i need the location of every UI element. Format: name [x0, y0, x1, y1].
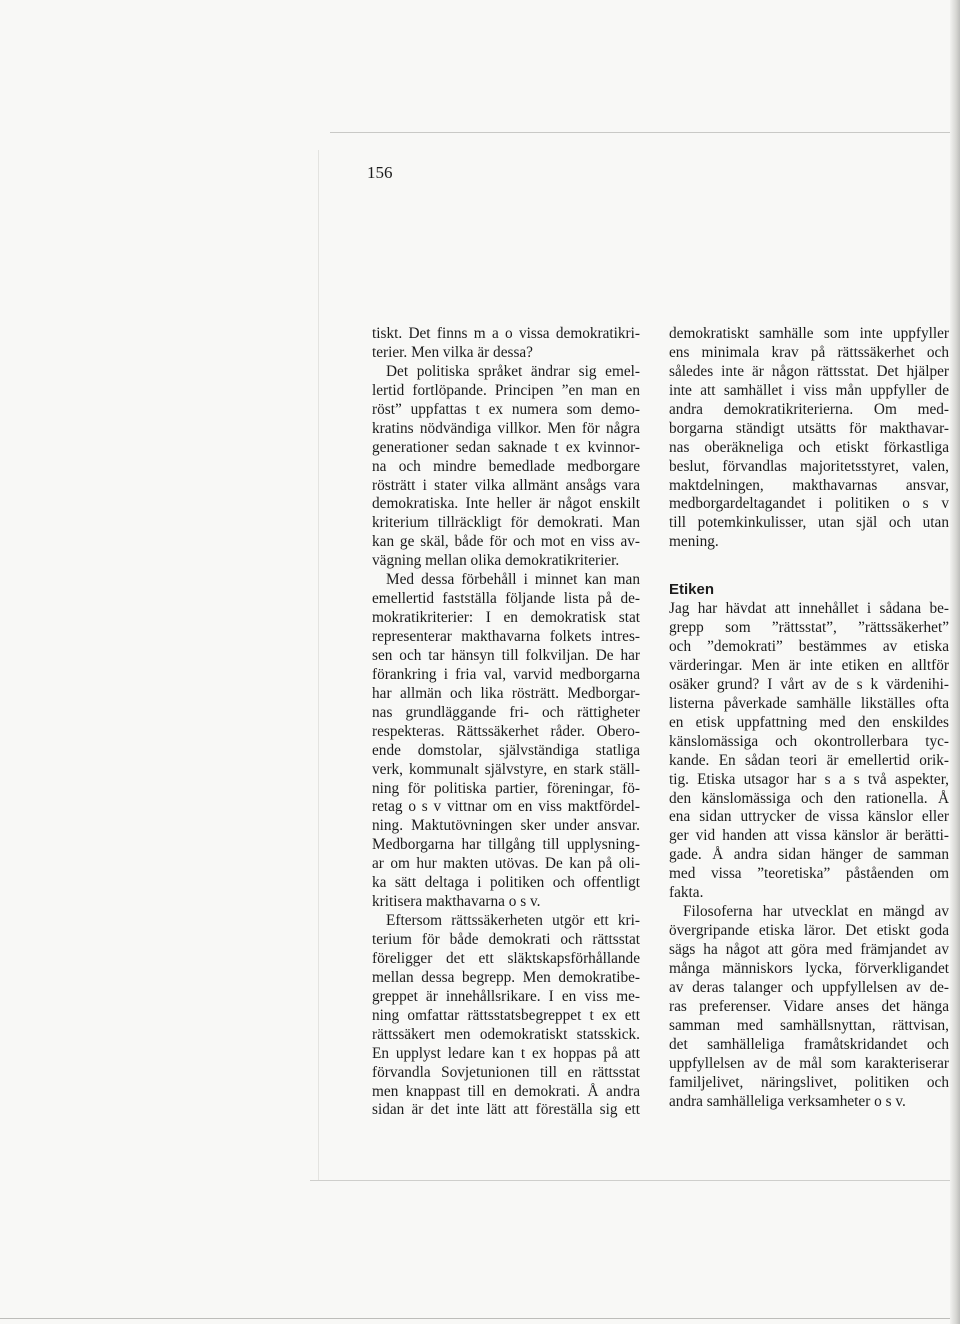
text-line: till potemkinkulisser, utan själ och utan — [669, 514, 949, 532]
text-line: ger vid handen att vissa känslor är berätti- — [669, 827, 949, 845]
text-line: således inte är någon rättsstat. Det hjälper — [669, 362, 949, 380]
text-line: den känslomässiga och den rationella. Å — [669, 789, 949, 807]
text-line: känslomässiga och okontrollerbara tyc- — [669, 732, 949, 750]
text-line: kande. En sådan teori är emellertid orik- — [669, 751, 949, 769]
text-line: osäker grund? I vårt av de s k värdenihi- — [669, 675, 949, 693]
text-line: ka sätt deltaga i politiken och offentligt — [372, 874, 640, 892]
text-line: inte att samhället i viss mån uppfyller de — [669, 381, 949, 399]
text-line: Eftersom rättssäkerheten utgör ett kri- — [386, 912, 640, 930]
text-line: gade. Å andra sidan hänger de samman — [669, 846, 949, 864]
text-line: ens minimala krav på rättssäkerhet och — [669, 343, 949, 361]
text-line: greppet är innehållsrikare. I en viss me- — [372, 987, 640, 1005]
text-line: nas oberäkneliga och etiskt förkastliga — [669, 438, 949, 456]
text-line: beslut, förvandlas majoritetsstyret, valen, — [669, 457, 949, 475]
text-line: terium för både demokrati och rättsstat — [372, 931, 640, 948]
text-line: ras preferenser. Vidare anses det hänga — [669, 997, 949, 1015]
text-line: kan ge skäl, både för och mot en viss av- — [372, 533, 640, 551]
text-line: listerna påverkade samhälle likställes ofta — [669, 694, 949, 712]
text-line: värderingar. Men är inte etiken en alltför — [669, 656, 949, 674]
text-line: uppfyllelsen av de mål som karakteriserar — [669, 1054, 949, 1072]
text-line: demokratiskt samhälle som inte uppfyller — [669, 325, 949, 342]
text-line: och ”demokrati” bestämmes av etiska — [669, 638, 949, 655]
text-line: Filosoferna har utvecklat en mängd av — [683, 903, 949, 921]
text-line: sägs ha något att göra med främjandet av — [669, 941, 949, 958]
text-line: verk, kommunalt självstyre, en stark ställ- — [372, 760, 640, 778]
text-line: rättssäkert men odemokratiskt statsskick. — [372, 1025, 640, 1043]
text-line: Det politiska språket ändrar sig emel- — [386, 362, 640, 380]
text-line: ena sidan uttrycker de vissa känslor eller — [669, 808, 949, 826]
page-edge-top — [330, 132, 960, 133]
text-line: ning. Maktutövningen sker under ansvar. — [372, 817, 640, 835]
text-line: Medborgarna har tillgång till upplysning- — [372, 836, 640, 854]
text-line: demokratiska. Inte heller är något enskilt — [372, 495, 640, 513]
text-line: borgarna ständigt utsätts för makthavar- — [669, 419, 949, 437]
text-line: ning för politiska partier, föreningar, fö- — [372, 779, 640, 797]
text-line: rösträtt i stater vilka allmänt ansågs vara — [372, 476, 640, 494]
text-line: andra demokratikriterierna. Om med- — [669, 400, 949, 418]
text-line: medborgardeltagandet i politiken o s v — [669, 495, 949, 513]
text-line: har allmän och lika rösträtt. Medborgar- — [372, 684, 640, 702]
scan-edge-right — [950, 0, 960, 1324]
text-line: na och mindre bemedlade medborgare — [372, 457, 640, 475]
page-number: 156 — [367, 163, 393, 182]
text-line: tiskt. Det finns m a o vissa demokratikri- — [372, 325, 640, 342]
text-line: förvandla Sovjetunionen till en rättsstat — [372, 1063, 640, 1081]
text-line: Jag har hävdat att innehållet i sådana be- — [669, 600, 949, 618]
text-line: många människors lycka, förverkligandet — [669, 959, 949, 977]
text-line: mellan dessa begrepp. Men demokratibe- — [372, 968, 640, 986]
text-line: föreligger det ett släktskapsförhållande — [372, 949, 640, 967]
text-line: generationer sedan saknade t ex kvinnor- — [372, 438, 640, 456]
text-line: en etisk uppfattning med den enskildes — [669, 713, 949, 731]
text-line: ning omfattar rättsstatsbegreppet t ex ett — [372, 1006, 640, 1024]
text-line: retag o s v vittnar om en viss maktfördel- — [372, 798, 640, 816]
scan-edge-bottom — [0, 1318, 960, 1319]
text-line: representerar makthavarna folkets intres- — [372, 628, 640, 645]
right-text-column — [669, 325, 949, 1111]
right-column-bottom-text — [669, 600, 949, 1111]
right-column-top-text — [669, 325, 949, 552]
text-line: mening. — [669, 533, 719, 551]
text-line: det samhälleliga framåtskridandet och — [669, 1035, 949, 1053]
text-line: respekteras. Rättssäkerhet råder. Obero- — [372, 722, 640, 740]
text-line: emellertid fastställa följande lista på de- — [372, 590, 640, 608]
spacer — [669, 552, 949, 571]
text-line: men knappast till en demokrati. Å andra — [372, 1082, 640, 1100]
text-line: kratins nödvändiga villkor. Men för några — [372, 419, 640, 437]
text-line: terier. Men vilka är dessa? — [372, 343, 533, 361]
text-line: andra samhälleliga verksamheter o s v. — [669, 1092, 906, 1110]
text-line: ende domstolar, självständiga statliga — [372, 741, 640, 759]
text-line: familjelivet, näringslivet, politiken och — [669, 1073, 949, 1091]
text-line: sidan är det inte lätt att föreställa sig ett — [372, 1101, 640, 1119]
text-line: av deras talanger och uppfyllelsen av de- — [669, 978, 949, 996]
text-line: vägning mellan olika demokratikriterier. — [372, 552, 620, 570]
text-line: maktdelningen, makthavarnas ansvar, — [669, 476, 949, 494]
text-line: förankring i fria val, varvid medborgarna — [372, 665, 640, 683]
text-line: samman med samhällsnyttan, rättvisan, — [669, 1016, 949, 1034]
text-line: Med dessa förbehåll i minnet kan man — [386, 571, 640, 589]
text-line: tig. Etiska utsagor har s a s två aspekter, — [669, 770, 949, 788]
text-line: ar om hur makten utövas. De kan på oli- — [372, 855, 640, 873]
text-line: kritisera makthavarna o s v. — [372, 893, 541, 911]
text-line: nas grundläggande fri- och rättigheter — [372, 703, 640, 721]
section-heading: Etiken — [669, 581, 715, 599]
text-line: sen och tar hänsyn till folkviljan. De har — [372, 646, 640, 664]
spacer — [669, 571, 949, 581]
text-line: grepp som ”rättsstat”, ”rättssäkerhet” — [669, 619, 949, 637]
page-edge-left — [318, 150, 319, 1180]
left-text-column — [372, 325, 640, 1120]
text-line: kriterium tillräckligt för demokrati. Man — [372, 514, 640, 532]
page-edge-bottom — [310, 1180, 950, 1181]
text-line: mokratikriterier: I en demokratisk stat — [372, 609, 640, 627]
text-line: röst” uppfattas t ex numera som demo- — [372, 400, 640, 418]
text-line: En upplyst ledare kan t ex hoppas på att — [372, 1044, 640, 1062]
text-line: med vissa ”teoretiska” påståenden om — [669, 865, 949, 883]
text-line: övergripande etiska läror. Det etiskt goda — [669, 922, 949, 940]
text-line: lertid fortlöpande. Principen ”en man en — [372, 381, 640, 399]
text-line: fakta. — [669, 884, 704, 902]
